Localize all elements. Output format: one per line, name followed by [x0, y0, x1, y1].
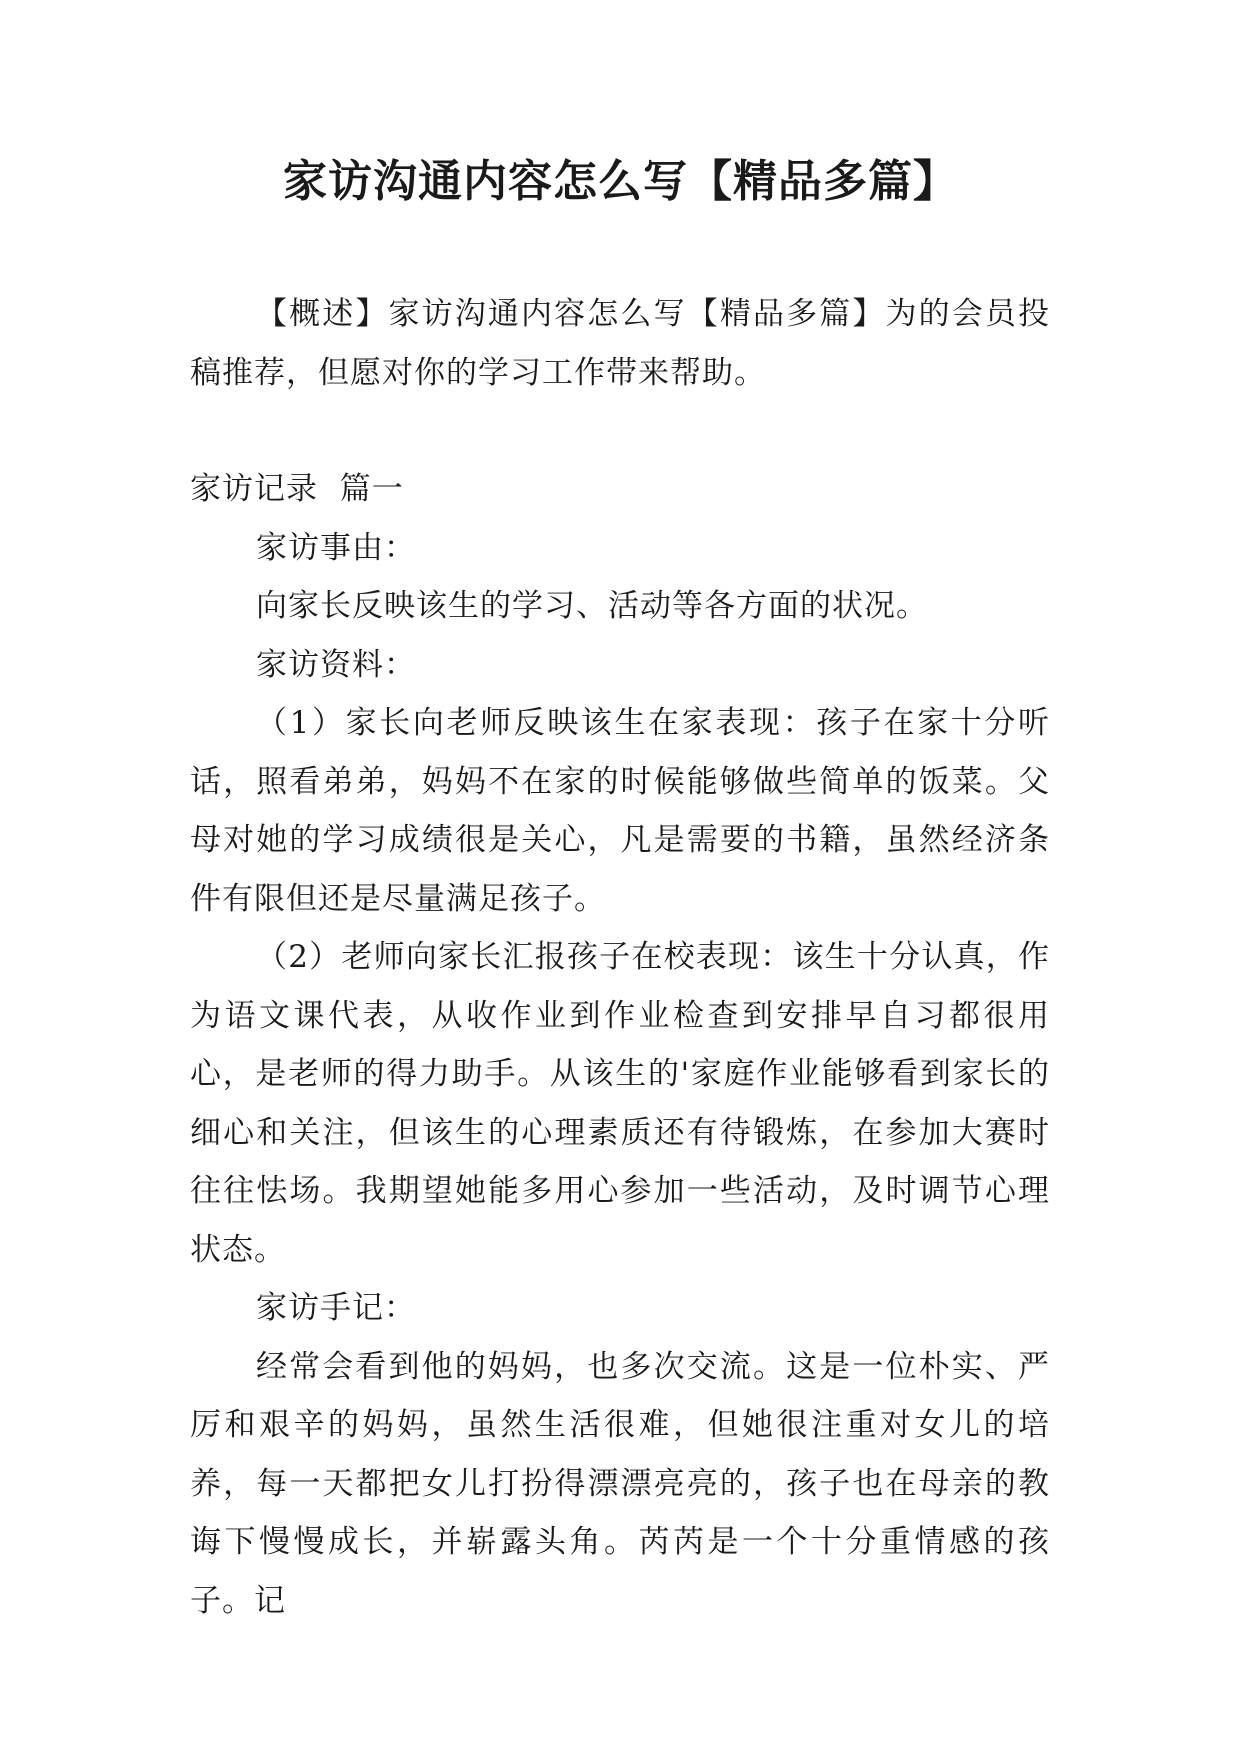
document-body — [190, 285, 1050, 1630]
paragraph-visit-reason: 向家长反映该生的学习、活动等各方面的状况。 — [256, 588, 928, 624]
document-title: 家访沟通内容怎么写【精品多篇】 — [283, 156, 958, 207]
paragraph-parent-report: （1）家长向老师反映该生在家表现：孩子在家十分听话，照看弟弟，妈妈不在家的时候能够做些简单的饭菜。父母对她的学习成绩很是关心，凡是需要的书籍，虽然经济条件有限但还是尽量满足孩子。 — [190, 705, 1050, 917]
paragraph-visit-material-label: 家访资料： — [256, 646, 416, 683]
paragraph-teacher-report: （2）老师向家长汇报孩子在校表现：该生十分认真，作为语文课代表，从收作业到作业检查到安排早自习都很用心，是老师的得力助手。从该生的'家庭作业能够看到家长的细心和关注，但该生的心理素质还有待锻炼，在参加大赛时往往怯场。我期望她能多用心参加一些活动，及时调节心理状态。 — [190, 939, 1050, 1268]
paragraph-visit-notes-label: 家访手记： — [256, 1290, 416, 1326]
paragraph-visit-reason-label: 家访事由： — [256, 529, 416, 566]
paragraph-visit-notes: 经常会看到他的妈妈，也多次交流。这是一位朴实、严厉和艰辛的妈妈，虽然生活很难，但她很注重对女儿的培养，每一天都把女儿打扮得漂漂亮亮的，孩子也在母亲的教诲下慢慢成长，并崭露头角。芮芮是一个十分重情感的孩子。记 — [190, 1348, 1050, 1619]
summary-paragraph: 【概述】家访沟通内容怎么写【精品多篇】为的会员投稿推荐，但愿对你的学习工作带来帮助。 — [190, 296, 1050, 391]
section-heading: 家访记录 篇一 — [190, 471, 404, 507]
